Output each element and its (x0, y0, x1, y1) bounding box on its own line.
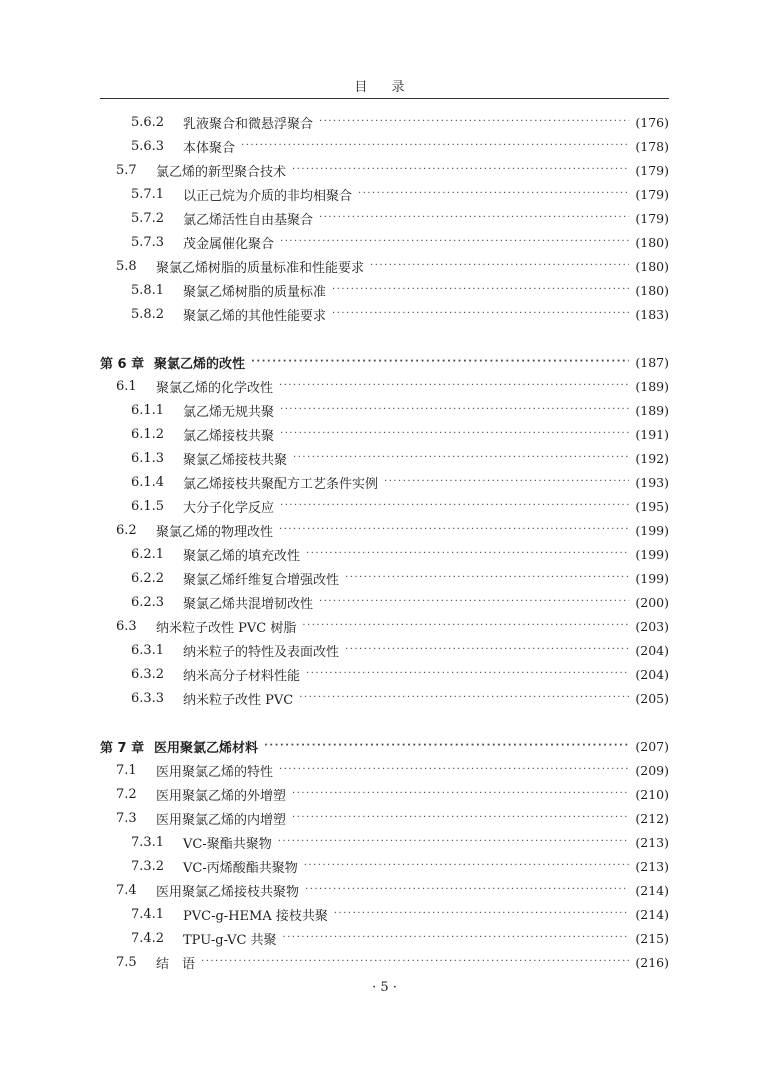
entry-page-number: (199) (635, 522, 669, 538)
entry-number: 5.6.2 (131, 114, 165, 130)
toc-subsection-entry[interactable] (100, 446, 669, 470)
entry-number: 6.1.3 (131, 450, 165, 466)
leader-dots (332, 283, 629, 297)
leader-dots (280, 403, 629, 417)
entry-page-number: (215) (635, 930, 669, 946)
entry-page-number: (189) (635, 378, 669, 394)
leader-dots (370, 259, 629, 273)
toc-subsection-entry[interactable] (100, 686, 669, 710)
entry-title: 聚氯乙烯的物理改性 (156, 524, 274, 540)
entry-title: 大分子化学反应 (183, 500, 275, 516)
leader-dots (241, 139, 629, 153)
entry-number: 6.2.1 (131, 546, 165, 562)
toc-section-entry[interactable] (100, 878, 669, 902)
entry-number: 5.8 (116, 258, 137, 274)
leader-dots (306, 667, 629, 681)
entry-title: TPU-g-VC 共聚 (183, 932, 277, 948)
toc-subsection-entry[interactable] (100, 302, 669, 326)
entry-page-number: (213) (635, 834, 669, 850)
entry-page-number: (180) (635, 282, 669, 298)
toc-subsection-entry[interactable] (100, 398, 669, 422)
toc-subsection-entry[interactable] (100, 926, 669, 950)
entry-page-number: (192) (635, 450, 669, 466)
entry-page-number: (179) (635, 162, 669, 178)
entry-page-number: (178) (635, 138, 669, 154)
entry-page-number: (212) (635, 810, 669, 826)
chapter-gap (100, 326, 669, 350)
entry-page-number: (179) (635, 186, 669, 202)
entry-title: 纳米粒子改性 PVC (183, 692, 294, 708)
entry-title: 氯乙烯的新型聚合技术 (156, 164, 287, 180)
entry-number: 7.1 (116, 762, 137, 778)
toc-section-entry[interactable] (100, 806, 669, 830)
running-header: 目 录 (354, 80, 415, 95)
leader-dots (264, 739, 629, 753)
entry-title: 聚氯乙烯的改性 (154, 356, 246, 372)
entry-number: 7.3.2 (131, 858, 165, 874)
toc-section-entry[interactable] (100, 374, 669, 398)
entry-title: 乳液聚合和微悬浮聚合 (183, 116, 314, 132)
entry-title: VC-丙烯酸酯共聚物 (183, 860, 298, 876)
toc-section-entry[interactable] (100, 158, 669, 182)
entry-title: 聚氯乙烯的其他性能要求 (183, 308, 327, 324)
toc-section-entry[interactable] (100, 782, 669, 806)
entry-number: 第 7 章 (100, 740, 145, 756)
toc-subsection-entry[interactable] (100, 662, 669, 686)
entry-title: 氯乙烯接枝共聚 (183, 428, 275, 444)
toc-subsection-entry[interactable] (100, 566, 669, 590)
entry-page-number: (203) (635, 618, 669, 634)
leader-dots (384, 475, 629, 489)
leader-dots (292, 787, 629, 801)
leader-dots (345, 571, 629, 585)
entry-title: 本体聚合 (183, 140, 236, 156)
leader-dots (304, 859, 630, 873)
header-rule (100, 98, 669, 99)
leader-dots (292, 811, 629, 825)
entry-number: 5.8.2 (131, 306, 165, 322)
toc-subsection-entry[interactable] (100, 494, 669, 518)
entry-page-number: (180) (635, 258, 669, 274)
leader-dots (280, 427, 629, 441)
toc-section-entry[interactable] (100, 518, 669, 542)
toc-subsection-entry[interactable] (100, 854, 669, 878)
entry-page-number: (199) (635, 570, 669, 586)
entry-title: 聚氯乙烯共混增韧改性 (183, 596, 314, 612)
entry-number: 5.8.1 (131, 282, 165, 298)
entry-number: 5.7.2 (131, 210, 165, 226)
entry-number: 5.7 (116, 162, 137, 178)
entry-number: 6.3.3 (131, 690, 165, 706)
toc-subsection-entry[interactable] (100, 902, 669, 926)
page-number: · 5 · (372, 980, 397, 995)
entry-title: 氯乙烯接枝共聚配方工艺条件实例 (183, 476, 379, 492)
entry-number: 第 6 章 (100, 356, 145, 372)
entry-title: 聚氯乙烯的化学改性 (156, 380, 274, 396)
toc-subsection-entry[interactable] (100, 590, 669, 614)
table-of-contents (100, 110, 669, 974)
toc-subsection-entry[interactable] (100, 542, 669, 566)
entry-number: 7.4 (116, 882, 137, 898)
leader-dots (306, 547, 629, 561)
entry-page-number: (187) (635, 354, 669, 370)
leader-dots (358, 187, 629, 201)
entry-number: 5.7.3 (131, 234, 165, 250)
leader-dots (319, 595, 629, 609)
entry-title: 聚氯乙烯接枝共聚 (183, 452, 288, 468)
entry-title: 医用聚氯乙烯的特性 (156, 764, 274, 780)
entry-number: 6.3.1 (131, 642, 165, 658)
entry-number: 6.1.4 (131, 474, 165, 490)
entry-page-number: (214) (635, 882, 669, 898)
leader-dots (279, 379, 629, 393)
entry-title: 聚氯乙烯的填充改性 (183, 548, 301, 564)
toc-section-entry[interactable] (100, 614, 669, 638)
entry-title: 纳米粒子的特性及表面改性 (183, 644, 340, 660)
entry-title: 以正己烷为介质的非均相聚合 (183, 188, 353, 204)
entry-title: 医用聚氯乙烯材料 (154, 740, 259, 756)
entry-page-number: (191) (635, 426, 669, 442)
toc-chapter-entry[interactable] (100, 734, 669, 758)
leader-dots (334, 907, 630, 921)
leader-dots (319, 115, 629, 129)
leader-dots (332, 307, 629, 321)
leader-dots (305, 883, 629, 897)
leader-dots (201, 955, 629, 969)
toc-subsection-entry[interactable] (100, 134, 669, 158)
entry-number: 7.5 (116, 954, 137, 970)
entry-page-number: (207) (635, 738, 669, 754)
leader-dots (319, 211, 629, 225)
entry-page-number: (213) (635, 858, 669, 874)
toc-chapter-entry[interactable] (100, 350, 669, 374)
entry-number: 6.3.2 (131, 666, 165, 682)
entry-page-number: (204) (635, 642, 669, 658)
toc-subsection-entry[interactable] (100, 230, 669, 254)
leader-dots (293, 451, 629, 465)
leader-dots (251, 355, 629, 369)
entry-title: 医用聚氯乙烯的内增塑 (156, 812, 287, 828)
entry-number: 7.4.1 (131, 906, 165, 922)
entry-title: 茂金属催化聚合 (183, 236, 275, 252)
entry-title: 纳米高分子材料性能 (183, 668, 301, 684)
entry-number: 6.3 (116, 618, 137, 634)
entry-page-number: (193) (635, 474, 669, 490)
toc-section-entry[interactable] (100, 758, 669, 782)
entry-number: 6.1.2 (131, 426, 165, 442)
leader-dots (345, 643, 629, 657)
entry-title: 氯乙烯活性自由基聚合 (183, 212, 314, 228)
entry-page-number: (180) (635, 234, 669, 250)
entry-title: PVC-g-HEMA 接枝共聚 (183, 908, 328, 924)
leader-dots (299, 691, 629, 705)
leader-dots (278, 835, 630, 849)
entry-number: 7.4.2 (131, 930, 165, 946)
leader-dots (280, 499, 629, 513)
entry-page-number: (183) (635, 306, 669, 322)
entry-page-number: (189) (635, 402, 669, 418)
entry-page-number: (216) (635, 954, 669, 970)
leader-dots (279, 763, 629, 777)
leader-dots (279, 523, 629, 537)
toc-subsection-entry[interactable] (100, 206, 669, 230)
entry-number: 6.2 (116, 522, 137, 538)
entry-page-number: (179) (635, 210, 669, 226)
entry-number: 7.2 (116, 786, 137, 802)
entry-number: 5.6.3 (131, 138, 165, 154)
entry-number: 6.1 (116, 378, 137, 394)
entry-title: 聚氯乙烯树脂的质量标准和性能要求 (156, 260, 365, 276)
toc-subsection-entry[interactable] (100, 110, 669, 134)
toc-subsection-entry[interactable] (100, 470, 669, 494)
entry-title: VC-聚酯共聚物 (183, 836, 272, 852)
entry-page-number: (205) (635, 690, 669, 706)
entry-page-number: (199) (635, 546, 669, 562)
leader-dots (283, 931, 630, 945)
entry-title: 聚氯乙烯纤维复合增强改性 (183, 572, 340, 588)
entry-page-number: (214) (635, 906, 669, 922)
entry-number: 6.2.3 (131, 594, 165, 610)
toc-subsection-entry[interactable] (100, 830, 669, 854)
entry-number: 6.1.1 (131, 402, 165, 418)
entry-page-number: (195) (635, 498, 669, 514)
entry-number: 6.2.2 (131, 570, 165, 586)
entry-page-number: (210) (635, 786, 669, 802)
entry-page-number: (204) (635, 666, 669, 682)
toc-section-entry[interactable] (100, 254, 669, 278)
entry-number: 6.1.5 (131, 498, 165, 514)
leader-dots (292, 163, 629, 177)
entry-number: 5.7.1 (131, 186, 165, 202)
entry-number: 7.3 (116, 810, 137, 826)
entry-page-number: (209) (635, 762, 669, 778)
entry-title: 医用聚氯乙烯的外增塑 (156, 788, 287, 804)
entry-title: 氯乙烯无规共聚 (183, 404, 275, 420)
entry-number: 7.3.1 (131, 834, 165, 850)
entry-title: 结 语 (156, 956, 196, 972)
toc-subsection-entry[interactable] (100, 182, 669, 206)
leader-dots (280, 235, 629, 249)
toc-subsection-entry[interactable] (100, 422, 669, 446)
entry-title: 纳米粒子改性 PVC 树脂 (156, 620, 297, 636)
entry-page-number: (176) (635, 114, 669, 130)
leader-dots (302, 619, 629, 633)
toc-section-entry[interactable] (100, 950, 669, 974)
entry-page-number: (200) (635, 594, 669, 610)
entry-title: 聚氯乙烯树脂的质量标准 (183, 284, 327, 300)
entry-title: 医用聚氯乙烯接枝共聚物 (156, 884, 300, 900)
toc-subsection-entry[interactable] (100, 638, 669, 662)
chapter-gap (100, 710, 669, 734)
toc-subsection-entry[interactable] (100, 278, 669, 302)
